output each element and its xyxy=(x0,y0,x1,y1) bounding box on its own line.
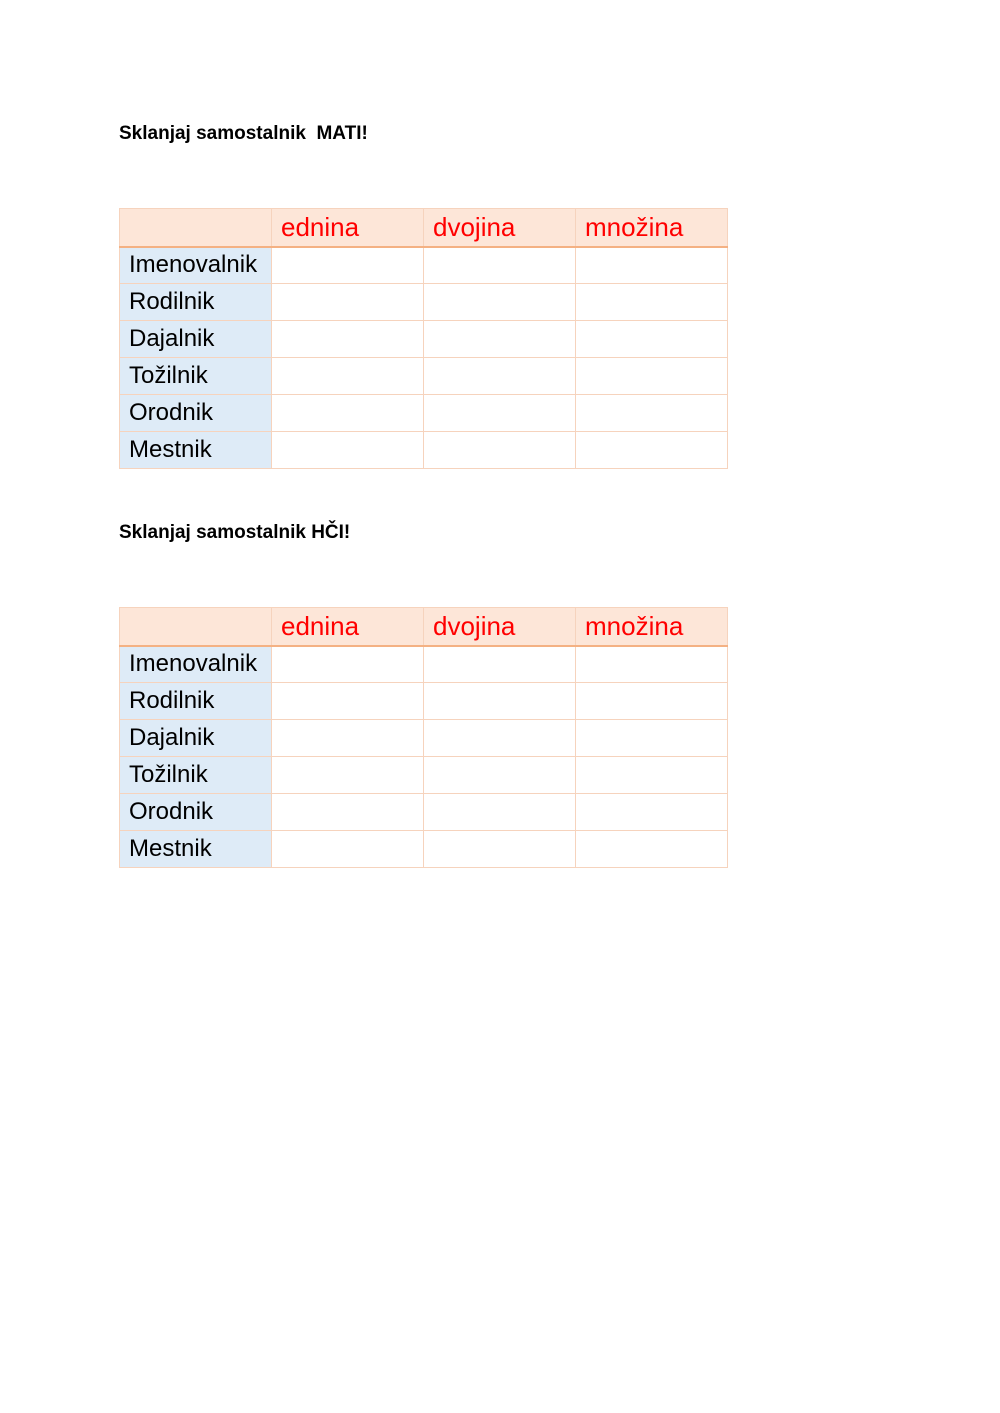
section-heading-hci: Sklanjaj samostalnik HČI! xyxy=(119,522,351,543)
answer-cell-mnozina[interactable] xyxy=(576,683,728,720)
answer-cell-ednina[interactable] xyxy=(272,247,424,284)
answer-cell-ednina[interactable] xyxy=(272,831,424,868)
row-label-rodilnik: Rodilnik xyxy=(120,284,272,321)
answer-cell-dvojina[interactable] xyxy=(424,432,576,469)
section-heading-mati: Sklanjaj samostalnik MATI! xyxy=(119,123,368,144)
table-row xyxy=(120,831,728,868)
answer-cell-dvojina[interactable] xyxy=(424,831,576,868)
answer-cell-mnozina[interactable] xyxy=(576,757,728,794)
table-row xyxy=(120,395,728,432)
row-label-dajalnik: Dajalnik xyxy=(120,720,272,757)
answer-cell-mnozina[interactable] xyxy=(576,247,728,284)
column-header-mnozina: množina xyxy=(576,608,728,646)
answer-cell-dvojina[interactable] xyxy=(424,247,576,284)
answer-cell-ednina[interactable] xyxy=(272,358,424,395)
answer-cell-mnozina[interactable] xyxy=(576,284,728,321)
table-row xyxy=(120,358,728,395)
table-header-row xyxy=(120,209,728,247)
answer-cell-ednina[interactable] xyxy=(272,284,424,321)
answer-cell-ednina[interactable] xyxy=(272,757,424,794)
table-row xyxy=(120,720,728,757)
row-label-imenovalnik: Imenovalnik xyxy=(120,646,272,683)
answer-cell-mnozina[interactable] xyxy=(576,358,728,395)
table-row xyxy=(120,432,728,469)
answer-cell-dvojina[interactable] xyxy=(424,284,576,321)
declension-table-hci xyxy=(119,607,728,868)
row-label-orodnik: Orodnik xyxy=(120,395,272,432)
answer-cell-mnozina[interactable] xyxy=(576,720,728,757)
answer-cell-ednina[interactable] xyxy=(272,321,424,358)
answer-cell-mnozina[interactable] xyxy=(576,646,728,683)
answer-cell-dvojina[interactable] xyxy=(424,646,576,683)
answer-cell-dvojina[interactable] xyxy=(424,794,576,831)
answer-cell-dvojina[interactable] xyxy=(424,757,576,794)
answer-cell-ednina[interactable] xyxy=(272,794,424,831)
answer-cell-dvojina[interactable] xyxy=(424,395,576,432)
answer-cell-mnozina[interactable] xyxy=(576,432,728,469)
answer-cell-ednina[interactable] xyxy=(272,720,424,757)
column-header-ednina: ednina xyxy=(272,209,424,247)
answer-cell-dvojina[interactable] xyxy=(424,683,576,720)
table-row xyxy=(120,247,728,284)
answer-cell-mnozina[interactable] xyxy=(576,831,728,868)
answer-cell-dvojina[interactable] xyxy=(424,358,576,395)
table-row xyxy=(120,284,728,321)
column-header-dvojina: dvojina xyxy=(424,608,576,646)
row-label-dajalnik: Dajalnik xyxy=(120,321,272,358)
answer-cell-ednina[interactable] xyxy=(272,432,424,469)
row-label-rodilnik: Rodilnik xyxy=(120,683,272,720)
declension-table-mati xyxy=(119,208,728,469)
answer-cell-dvojina[interactable] xyxy=(424,321,576,358)
answer-cell-mnozina[interactable] xyxy=(576,794,728,831)
answer-cell-mnozina[interactable] xyxy=(576,395,728,432)
row-label-orodnik: Orodnik xyxy=(120,794,272,831)
answer-cell-ednina[interactable] xyxy=(272,683,424,720)
column-header-mnozina: množina xyxy=(576,209,728,247)
column-header-ednina: ednina xyxy=(272,608,424,646)
table-row xyxy=(120,757,728,794)
row-label-imenovalnik: Imenovalnik xyxy=(120,247,272,284)
header-corner-cell xyxy=(120,608,272,646)
column-header-dvojina: dvojina xyxy=(424,209,576,247)
row-label-tozilnik: Tožilnik xyxy=(120,757,272,794)
answer-cell-ednina[interactable] xyxy=(272,395,424,432)
table-row xyxy=(120,683,728,720)
table-row xyxy=(120,794,728,831)
answer-cell-dvojina[interactable] xyxy=(424,720,576,757)
row-label-tozilnik: Tožilnik xyxy=(120,358,272,395)
row-label-mestnik: Mestnik xyxy=(120,432,272,469)
table-header-row xyxy=(120,608,728,646)
answer-cell-ednina[interactable] xyxy=(272,646,424,683)
table-row xyxy=(120,646,728,683)
answer-cell-mnozina[interactable] xyxy=(576,321,728,358)
row-label-mestnik: Mestnik xyxy=(120,831,272,868)
table-row xyxy=(120,321,728,358)
header-corner-cell xyxy=(120,209,272,247)
